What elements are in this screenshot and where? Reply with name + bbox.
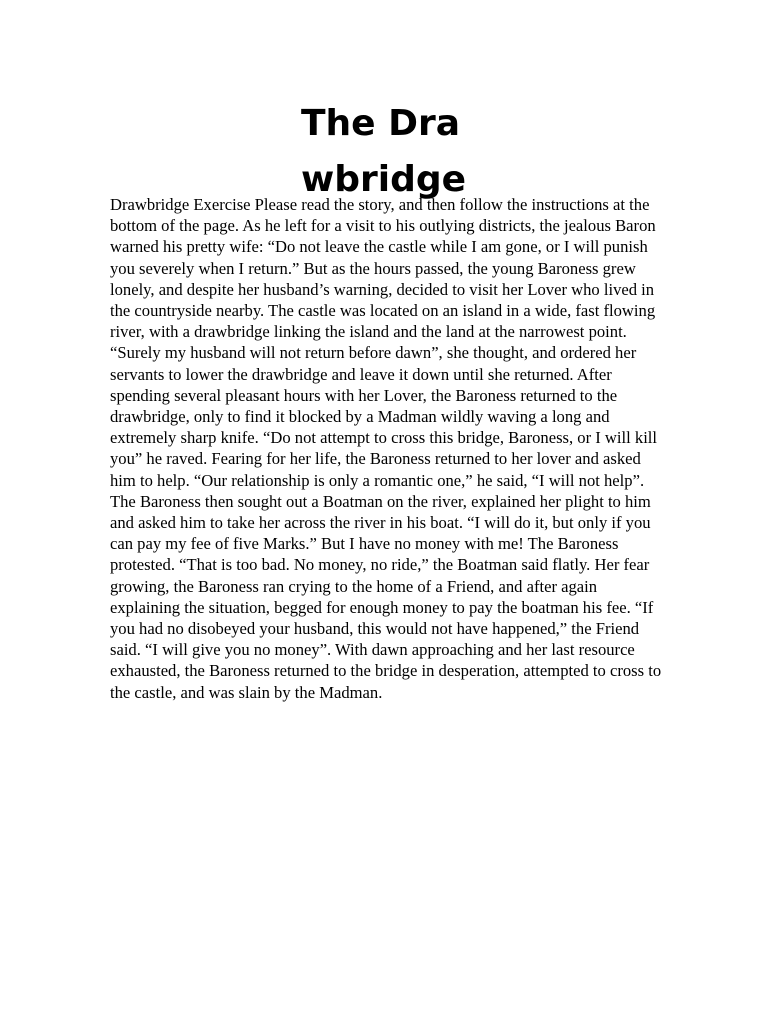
story-text: Drawbridge Exercise Please read the story, and then follow the instructions at the bottom of the page. As he left for a visit to his outlying districts, the jealous Baron warned his pretty wife: “Do not leave the castle while I am gone, or I will punish you severely when I return.” But as the hours passed, the young Baroness grew lonely, and despite her husband’s warning, decided to visit her Lover who lived in the countryside nearby. The castle was located on an island in a wide, fast flowing river, with a drawbridge linking the island and the land at the narrowest point. “Surely my husband will not return before dawn”, she thought, and ordered her servants to lower the drawbridge and leave it down until she returned. After spending several pleasant hours with her Lover, the Baroness returned to the drawbridge, only to find it blocked by a Madman wildly waving a long and extremely sharp knife. “Do not attempt to cross this bridge, Baroness, or I will kill you” he raved. Fearing for her life, the Baroness returned to her lover and asked him to help. “Our relationship is only a romantic one,” he said, “I will not help”. The Baroness then sought out a Boatman on the river, explained her plight to him and asked him to take her across the river in his boat. “I will do it, but only if you can pay my fee of five Marks.” But I have no money with me! The Baroness protested. “That is too bad. No money, no ride,” the Boatman said flatly. Her fear growing, the Baroness ran crying to the home of a Friend, and after again explaining the situation, begged for enough money to pay the boatman his fee. “If you had no disobeyed your husband, this would not have happened,” the Friend said. “I will give you no money”. With dawn approaching and her last resource exhausted, the Baroness returned to the bridge in desperation, attempted to cross to the castle, and was slain by the Madman.: [110, 195, 662, 702]
document-title: The Drawbridge: [301, 103, 467, 200]
